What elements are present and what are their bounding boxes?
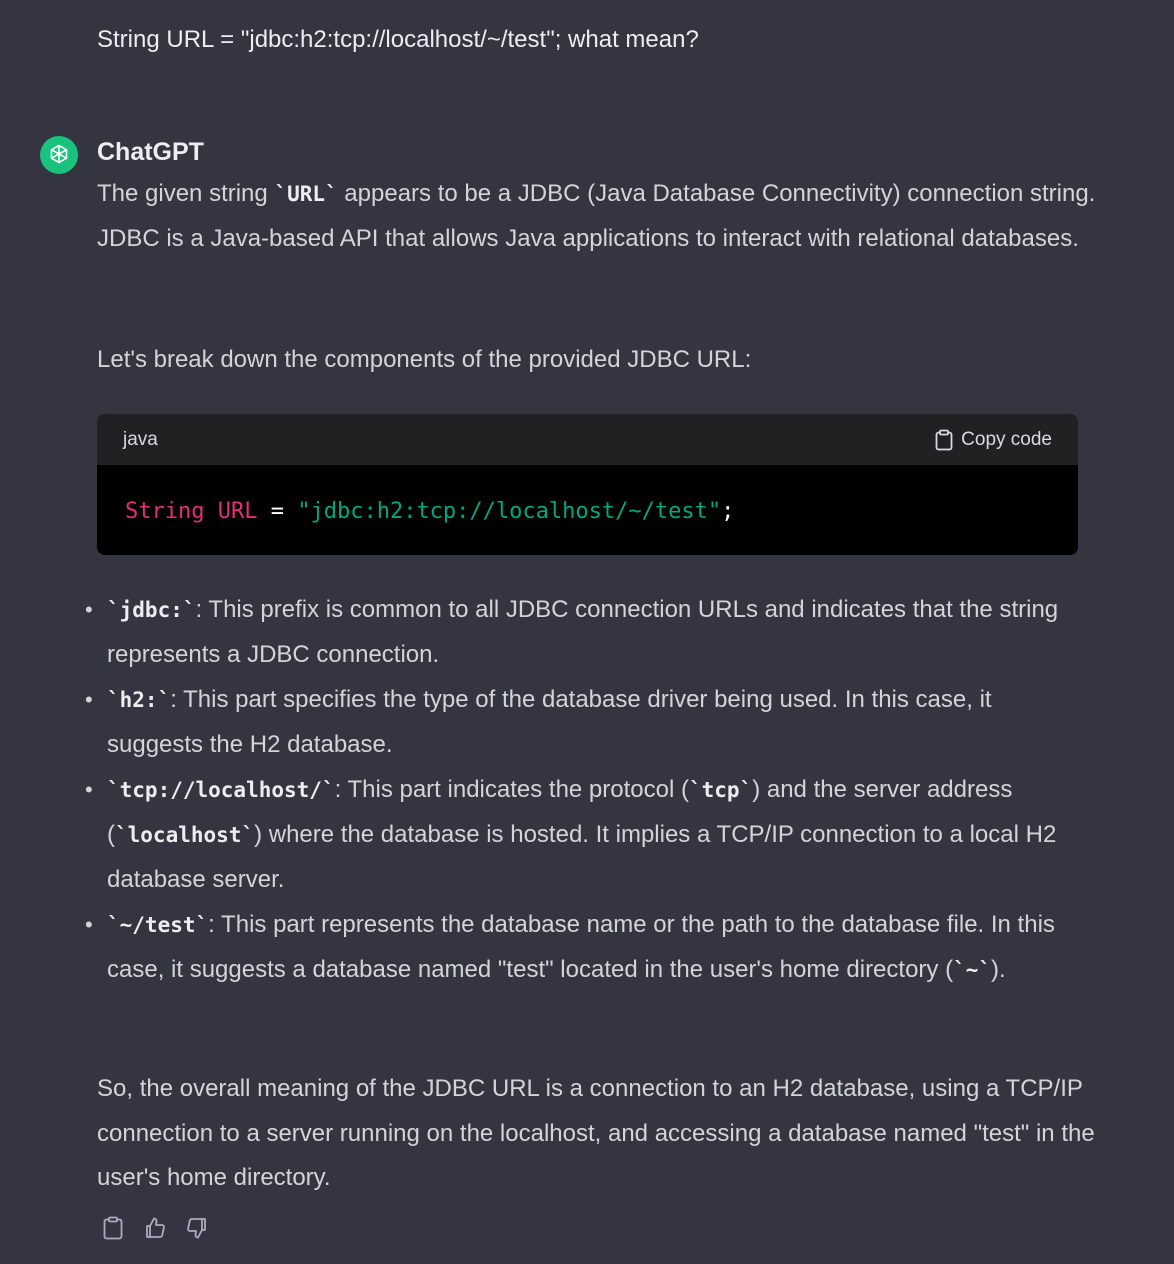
inline-code: `tcp`	[688, 778, 753, 803]
thumbs-up-button[interactable]	[142, 1214, 168, 1242]
text-fragment: : This part indicates the protocol (	[334, 776, 689, 804]
inline-code: `URL`	[274, 182, 338, 206]
thumbs-down-button[interactable]	[184, 1214, 210, 1242]
text-fragment: : This part specifies the type of the database driver being used. In this case, it suggests the H2 database.	[107, 686, 992, 758]
inline-code: `h2:`	[107, 688, 171, 713]
openai-logo-icon	[40, 136, 78, 174]
code-token-var: URL	[217, 499, 258, 524]
code-block-header	[97, 414, 1078, 465]
response-paragraph-breakdown: Let's break down the components of the provided JDBC URL:	[97, 346, 752, 373]
bullet-icon: •	[85, 687, 93, 713]
text-fragment: : This part represents the database name or the path to the database file. In this case, it suggests a database named "test" located in the user's home directory (	[107, 911, 1055, 983]
inline-code: `localhost`	[115, 822, 255, 847]
response-paragraph-intro	[97, 172, 1097, 261]
copy-response-button[interactable]	[100, 1214, 126, 1242]
code-token-op: =	[270, 499, 284, 524]
list-item	[85, 588, 1082, 677]
text-fragment: appears to be a JDBC (Java Database Connectivity) connection string. JDBC is a Java-based API that allows Java applications to interact with relational databases.	[97, 180, 1096, 252]
user-message: String URL = "jdbc:h2:tcp://localhost/~/test"; what mean?	[97, 26, 699, 53]
list-item	[85, 903, 1082, 992]
list-item	[85, 678, 1082, 767]
text-fragment: ).	[991, 955, 1006, 983]
code-token-punc: ;	[721, 499, 735, 524]
code-token-type: String	[125, 499, 205, 524]
message-actions	[100, 1214, 210, 1242]
response-paragraph-summary: So, the overall meaning of the JDBC URL is a connection to an H2 database, using a TCP/IP connection to a server running on the localhost, and accessing a database named "test" in the user's home directory.	[97, 1075, 1095, 1192]
code-language-label: java	[123, 429, 158, 450]
text-fragment: : This prefix is common to all JDBC connection URLs and indicates that the string represents a JDBC connection.	[107, 596, 1059, 668]
text-fragment: ) where the database is hosted. It implies a TCP/IP connection to a local H2 database server.	[107, 820, 1057, 893]
copy-code-label: Copy code	[961, 429, 1052, 450]
bullet-icon: •	[85, 912, 93, 938]
text-fragment: The given string	[97, 180, 275, 207]
clipboard-icon	[103, 1216, 123, 1240]
code-content	[125, 497, 734, 527]
list-item	[85, 768, 1082, 902]
inline-code: `~`	[953, 957, 992, 982]
code-block	[97, 414, 1078, 555]
text-fragment: ) and the server address (	[107, 776, 1013, 848]
inline-code: `tcp://localhost/`	[107, 778, 335, 803]
code-token-string: "jdbc:h2:tcp://localhost/~/test"	[297, 499, 722, 524]
thumbs-down-icon	[185, 1216, 209, 1240]
clipboard-icon	[935, 429, 953, 451]
bullet-icon: •	[85, 777, 93, 803]
copy-code-button[interactable]	[935, 428, 1052, 452]
assistant-name: ChatGPT	[97, 138, 204, 166]
bullet-icon: •	[85, 597, 93, 622]
thumbs-up-icon	[143, 1216, 167, 1240]
inline-code: `jdbc:`	[107, 598, 196, 622]
inline-code: `~/test`	[107, 913, 209, 938]
component-list	[85, 588, 1082, 993]
